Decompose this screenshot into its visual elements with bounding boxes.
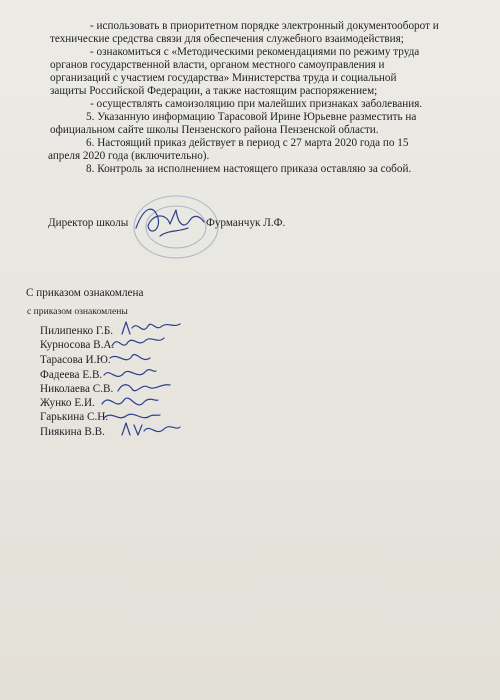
body-line: органов государственной власти, органом местного самоуправления и <box>50 59 385 71</box>
body-line: защиты Российской Федерации, а также настоящим распоряжением; <box>50 85 378 97</box>
signatory-row: Пилипенко Г.Б. <box>40 325 114 337</box>
body-line: - использовать в приоритетном порядке электронный документооборот и <box>90 20 439 32</box>
signatory-row: Жунко Е.И. <box>40 397 95 409</box>
director-label: Директор школы <box>48 217 129 229</box>
acquainted-title: С приказом ознакомлена <box>26 287 144 299</box>
body-line: организаций с участием государства» Министерства труда и социальной <box>50 72 397 84</box>
signatory-row: Николаева С.В. <box>40 383 114 395</box>
body-line: - ознакомиться с «Методическими рекомендациями по режиму труда <box>90 46 420 58</box>
signatory-row: Гарькина С.Н. <box>40 411 109 423</box>
body-line: 5. Указанную информацию Тарасовой Ирине Юрьевне разместить на <box>86 111 417 123</box>
body-line: 6. Настоящий приказ действует в период с 27 марта 2020 года по 15 <box>86 137 409 149</box>
body-line: апреля 2020 года (включительно). <box>48 150 210 162</box>
signatory-row: Курносова В.А. <box>40 339 115 351</box>
body-line: технические средства связи для обеспечения служебного взаимодействия; <box>50 33 404 45</box>
signatory-row: Пиякина В.В. <box>40 426 105 438</box>
body-line: официальном сайте школы Пензенского района Пензенской области. <box>50 124 379 136</box>
signatory-row: Тарасова И.Ю. <box>40 354 111 366</box>
acquainted-subtitle: с приказом ознакомлены <box>27 306 128 317</box>
body-line: 8. Контроль за исполнением настоящего приказа оставляю за собой. <box>86 163 412 175</box>
body-line: - осуществлять самоизоляцию при малейших признаках заболевания. <box>90 98 423 110</box>
signature-mark <box>118 419 182 441</box>
director-signature <box>130 196 210 246</box>
director-name: Фурманчук Л.Ф. <box>206 217 286 229</box>
signatory-row: Фадеева Е.В. <box>40 369 103 381</box>
